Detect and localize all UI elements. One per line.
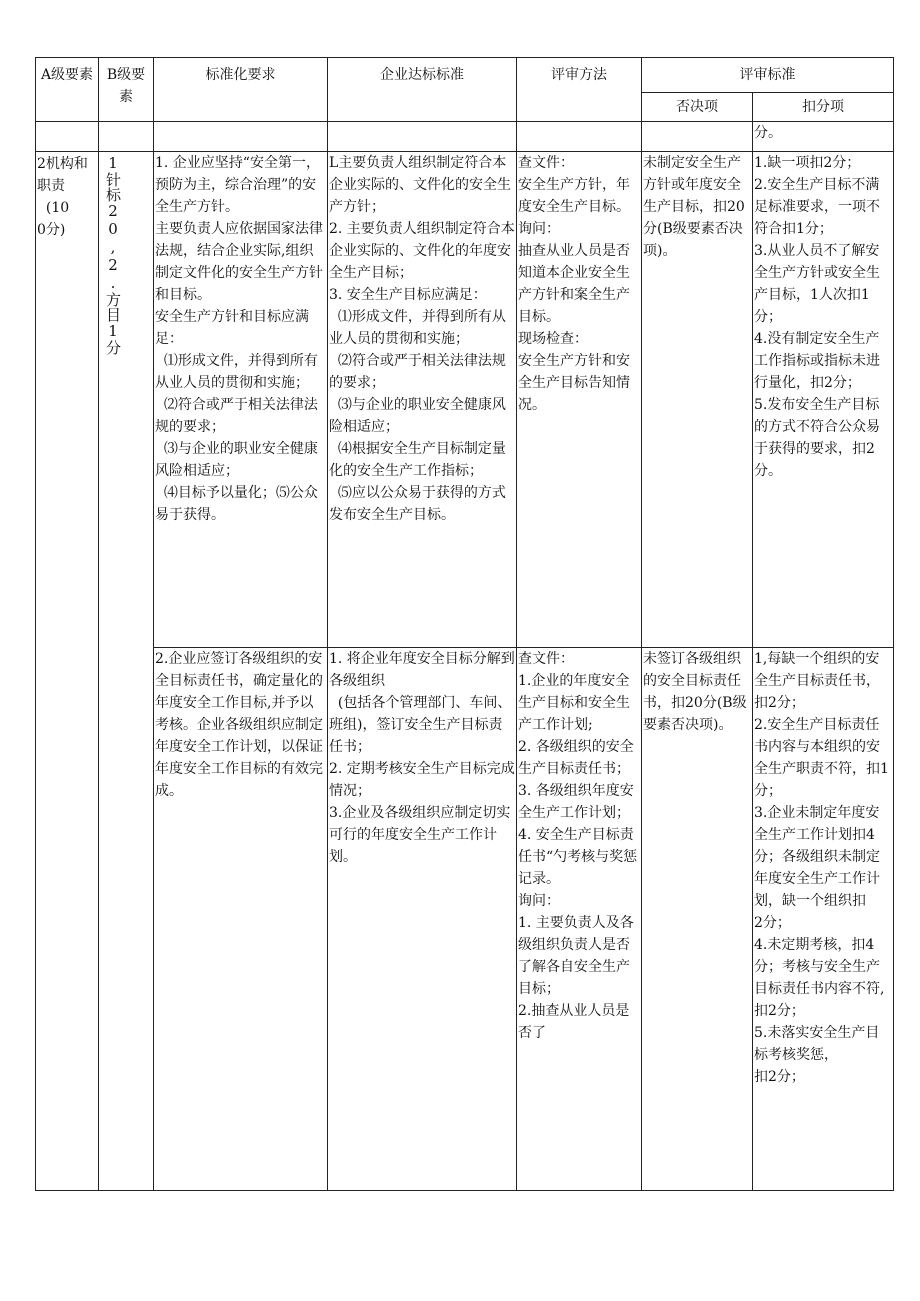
veto-item-text: 未制定安全生产方针或年度安全生产目标，扣20分(B级要素否决项)。 [643,155,745,259]
standard-requirement-cell [154,648,328,1191]
carry-method [517,122,642,152]
header-b-level: B级要素 [99,58,154,122]
enterprise-standard-cell [328,648,517,1191]
enterprise-standard-text: L主要负责人组织制定符合本企业实际的、文件化的安全生产方针； 2. 主要负责人组织制定符合本企业实际的、文件化的年度安全生产目标； 3. 安全生产目标应满足： ⑴形成文件，并得到所有从业人员的贯彻和实施； ⑵符合或严于相关法律法规的要求； ⑶与企业的职业安全健康风险相适应； ⑷根据安全生产目标制定量化的安全生产工作指标； ⑸应以公众易于获得的方式发布安全生产目标。 [329,155,515,523]
deduction-item-text: 1,每缺一个组织的安全生产目标责任书，扣2分； 2.安全生产目标责任书内容与本组织的安全生产职责不符，扣1分； 3.企业未制定年度安全生产工作计划扣4分；各级组织未制定年度安全生产工作计划，缺一个组织扣 2分； 4.未定期考核，扣4分；考核与安全生产目标责任书内容不符,扣2分； 5.未落实安全生产目标考核奖惩， 扣2分； [754,651,889,1085]
carry-deduction-text: 分。 [754,125,782,141]
carry-enterprise [328,122,517,152]
header-veto-item: 否决项 [642,93,753,122]
table-row [36,152,894,648]
carry-veto [642,122,753,152]
standard-requirement-cell [154,152,328,648]
carry-over-row [36,122,894,152]
standard-requirement-text: 2.企业应签订各级组织的安全目标责任书，确定量化的年度安全工作目标,并予以考核。企业各级组织应制定年度安全工作计划，以保证年度安全工作目标的有效完成。 [155,651,323,799]
deduction-item-text: 1.缺一项扣2分； 2.安全生产目标不满足标准要求，一项不符合扣1分； 3.从业人员不了解安全生产方针或安全生产目标，1人次扣1分； 4.没有制定安全生产工作指标或指标未进行量化，扣2分； 5.发布安全生产目标的方式不符合公众易于获得的要求，扣2分。 [754,155,880,479]
carry-standard [154,122,328,152]
review-method-text: 查文件： 安全生产方针，年度安全生产目标。 询问： 抽查从业人员是否知道本企业安全生产方针和案全生产目标。 现场检查： 安全生产方针和安全生产目标告知情况。 [518,155,630,413]
b-level-cell [99,152,154,1191]
header-enterprise-standard: 企业达标标准 [328,58,517,122]
header-standard-requirement: 标准化要求 [154,58,328,122]
deduction-item-cell [753,648,894,1191]
b-level-text: 1针标20,2.方目1分 [104,154,122,355]
deduction-item-cell [753,152,894,648]
carry-a [36,122,99,152]
standard-requirement-text: 1. 企业应坚持“安全第一，预防为主，综合治理”的安全生产方针。 主要负责人应依据国家法律法规，结合企业实际,组织制定文件化的安全生产方针和目标。 安全生产方针和目标应满足： ⑴形成文件，并得到所有从业人员的贯彻和实施； ⑵符合或严于相关法律法规的要求； ⑶与企业的职业安全健康风险相适应； ⑷目标予以量化；⑸公众易于获得。 [155,155,323,523]
veto-item-cell [642,152,753,648]
veto-item-text: 未签订各级组织的安全目标责任书，扣20分(B级要素否决项)。 [643,651,747,733]
review-method-cell [517,152,642,648]
enterprise-standard-cell [328,152,517,648]
header-a-level: A级要素 [36,58,99,122]
header-deduction-item: 扣分项 [753,93,894,122]
table-row [36,648,894,1191]
review-standard-table [35,57,894,1191]
veto-item-cell [642,648,753,1191]
carry-deduction [753,122,894,152]
review-method-cell [517,648,642,1191]
a-level-cell [36,152,99,1191]
enterprise-standard-text: 1. 将企业年度安全目标分解到各级组织 (包括各个管理部门、车间、班组)，签订安全生产目标责任书； 2. 定期考核安全生产目标完成情况； 3.企业及各级组织应制定切实可行的年度安全生产工作计划。 [329,651,515,865]
a-level-text: 2机构和职责 (10 0分) [37,156,88,238]
header-review-method: 评审方法 [517,58,642,122]
carry-b [99,122,154,152]
header-review-standard: 评审标准 [642,58,894,93]
review-method-text: 查文件： 1.企业的年度安全生产目标和安全生产工作计划; 2. 各级组织的安全生产目标责任书； 3. 各级组织年度安全生产工作计划； 4. 安全生产目标责任书“勺考核与奖惩记录。 询问： 1. 主要负责人及各级组织负责人是否了解各自安全生产目标； 2.抽查从业人员是否了 [518,651,638,1041]
